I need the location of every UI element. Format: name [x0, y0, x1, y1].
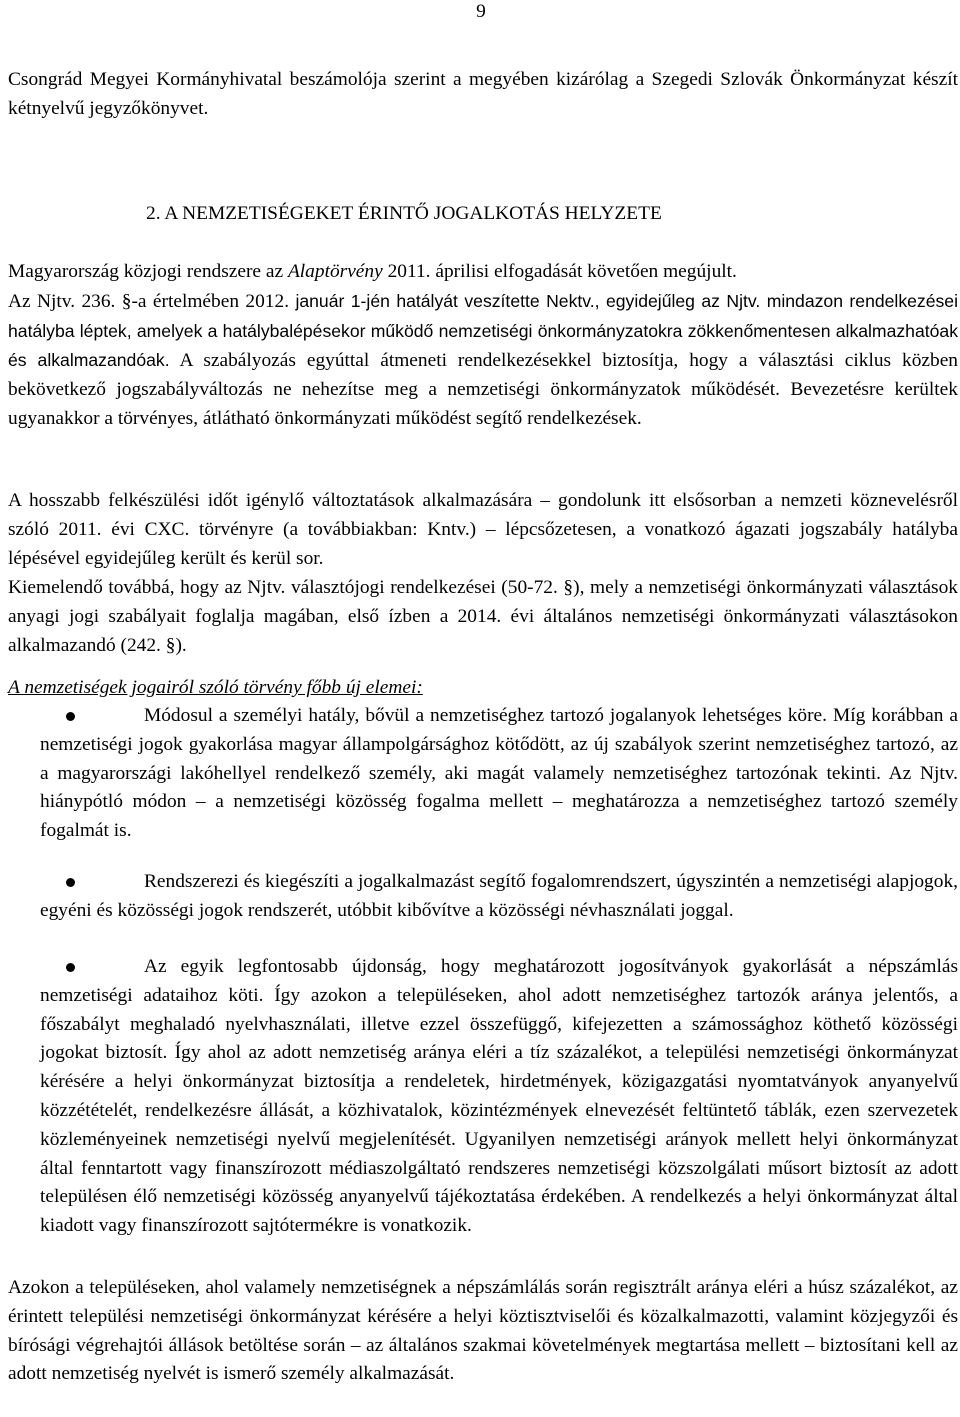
- para2-text: A hosszabb felkészülési időt igénylő változtatások alkalmazására – gondolunk itt elsősorban a nemzeti köznevelésről szóló 2011. évi CXC. törvényre (a továbbiakban: Kntv.) – lépcsőzetesen, a vonatkozó ágazati jogszabály hatályba lépésével egyidejűleg került és kerül sor.: [8, 490, 958, 569]
- para1-d: A szabályozás egyúttal átmeneti rendelkezésekkel biztosítja, hogy a választási ciklus közben bekövetkező jogszabályváltozás ne nehezítse meg a nemzetiségi önkormányzatok működését.: [8, 350, 958, 401]
- closing-text: Azokon a településeken, ahol valamely nemzetiségnek a népszámlálás során regisztrált aránya eléri a húsz százalékot, az érintett települési nemzetiségi önkormányzat kérésére a helyi köztisztviselői és közalkalmazotti, valamint közjegyzői és bírósági végrehajtói állások betöltése során – az általános szakmai követelmények megtartása mellett – biztosítani kell az adott nemzetiség nyelvét is ismerő személy alkalmazását.: [8, 1277, 958, 1385]
- body-paragraph-3: [8, 574, 958, 660]
- bullet-1-text: Módosul a személyi hatály, bővül a nemzetiséghez tartozó jogalanyok lehetséges köre. Míg korábban a nemzetiségi jogok gyakorlása magyar állampolgársághoz kötődött, az új szabályok szerint nemzetiséghez tartozó, az a magyarországi lakóhellyel rendelkező személy, aki magát valamely nemzetiséghez tartozónak tekinti. Az Njtv. hiánypótló módon – a nemzetiségi közösség fogalma mellett – meghatározza a nemzetiséghez tartozó személy fogalmát is.: [40, 705, 958, 842]
- para1-text: [8, 258, 958, 434]
- bullet-item-1: [40, 702, 958, 846]
- page-number: 9: [476, 1, 486, 22]
- section-heading: 2. A NEMZETISÉGEKET ÉRINTŐ JOGALKOTÁS HELYZETE: [146, 203, 662, 224]
- para3-text: Kiemelendő továbbá, hogy az Njtv. választójogi rendelkezései (50-72. §), mely a nemzetiségi önkormányzati választások anyagi jogi szabályait foglalja magában, első ízben a 2014. évi általános nemzetiségi önkormányzati választásokon alkalmazandó (242. §).: [8, 577, 958, 656]
- bullet-item-3: [40, 953, 958, 1241]
- bullet-item-2: [40, 868, 958, 926]
- para1-c: Az Njtv. 236. §-a értelmében 2012.: [8, 290, 296, 312]
- bullet-3-text: Az egyik legfontosabb újdonság, hogy meghatározott jogosítványok gyakorlását a népszámlás nemzetiségi adataihoz köti. Így azokon a településeken, ahol adott nemzetiséghez tartozók aránya jelentős, a főszabályt meghaladó nyelvhasználati, illetve ezzel összefüggő, kifejezetten a számossághoz köthető közösségi jogokat biztosít. Így ahol az adott nemzetiség aránya eléri a tíz százalékot, a települési nemzetiségi önkormányzat kérésére a helyi önkormányzat biztosítja a rendeletek, hirdetmények, közigazgatási nyomtatványok anyanyelvű közzétételét, rendelkezésre állását, a közhivatalok, közintézmények elnevezését feltüntető táblák, ezen szervezetek közleményeinek nemzetiségi nyelvű megjelenítését. Ugyanilyen nemzetiségi arányok mellett helyi önkormányzat által fenntartott vagy finanszírozott médiaszolgáltató rendszeres nemzetiségi közszolgálati műsort biztosít az adott településen élő nemzetiségi közösség anyanyelvű tájékoztatása érdekében. A rendelkezés a helyi önkormányzat által kiadott vagy finanszírozott sajtótermékre is vonatkozik.: [40, 956, 958, 1237]
- para1-alaptorveny: Alaptörvény: [287, 261, 383, 282]
- intro-text: Csongrád Megyei Kormányhivatal beszámolója szerint a megyében kizárólag a Szegedi Szlovák Önkormányzat készít kétnyelvű jegyzőkönyvet.: [8, 69, 958, 119]
- body-paragraph-2: [8, 487, 958, 573]
- closing-paragraph: [8, 1274, 958, 1389]
- para1-b: 2011. áprilisi elfogadását követően megújult.: [382, 261, 737, 282]
- subheading: [8, 674, 958, 703]
- para1-c-sans: január 1-jén hatályát veszítette Nektv., egyidejűleg az Njtv. mindazon rendelkezései hatályba léptek, amelyek a hatálybalépésekor működő nemzetiségi önkormányzatokra zökkenőmentesen alkalmazhatóak és alkalmazandóak.: [8, 290, 958, 371]
- intro-paragraph: [8, 66, 958, 124]
- bullet-2-text: Rendszerezi és kiegészíti a jogalkalmazást segítő fogalomrendszert, úgyszintén a nemzetiségi alapjogok, egyéni és közösségi jogok rendszerét, utóbbit kibővítve a közösségi névhasználati joggal.: [40, 871, 958, 921]
- subheading-text: A nemzetiségek jogairól szóló törvény főbb új elemei:: [8, 677, 423, 698]
- para1-e: Bevezetésre kerültek ugyanakkor a törvényes, átlátható önkormányzati működést segítő rendelkezések.: [8, 379, 958, 429]
- body-paragraph-1: [8, 258, 958, 434]
- para1-a: Magyarország közjogi rendszere az: [8, 261, 288, 282]
